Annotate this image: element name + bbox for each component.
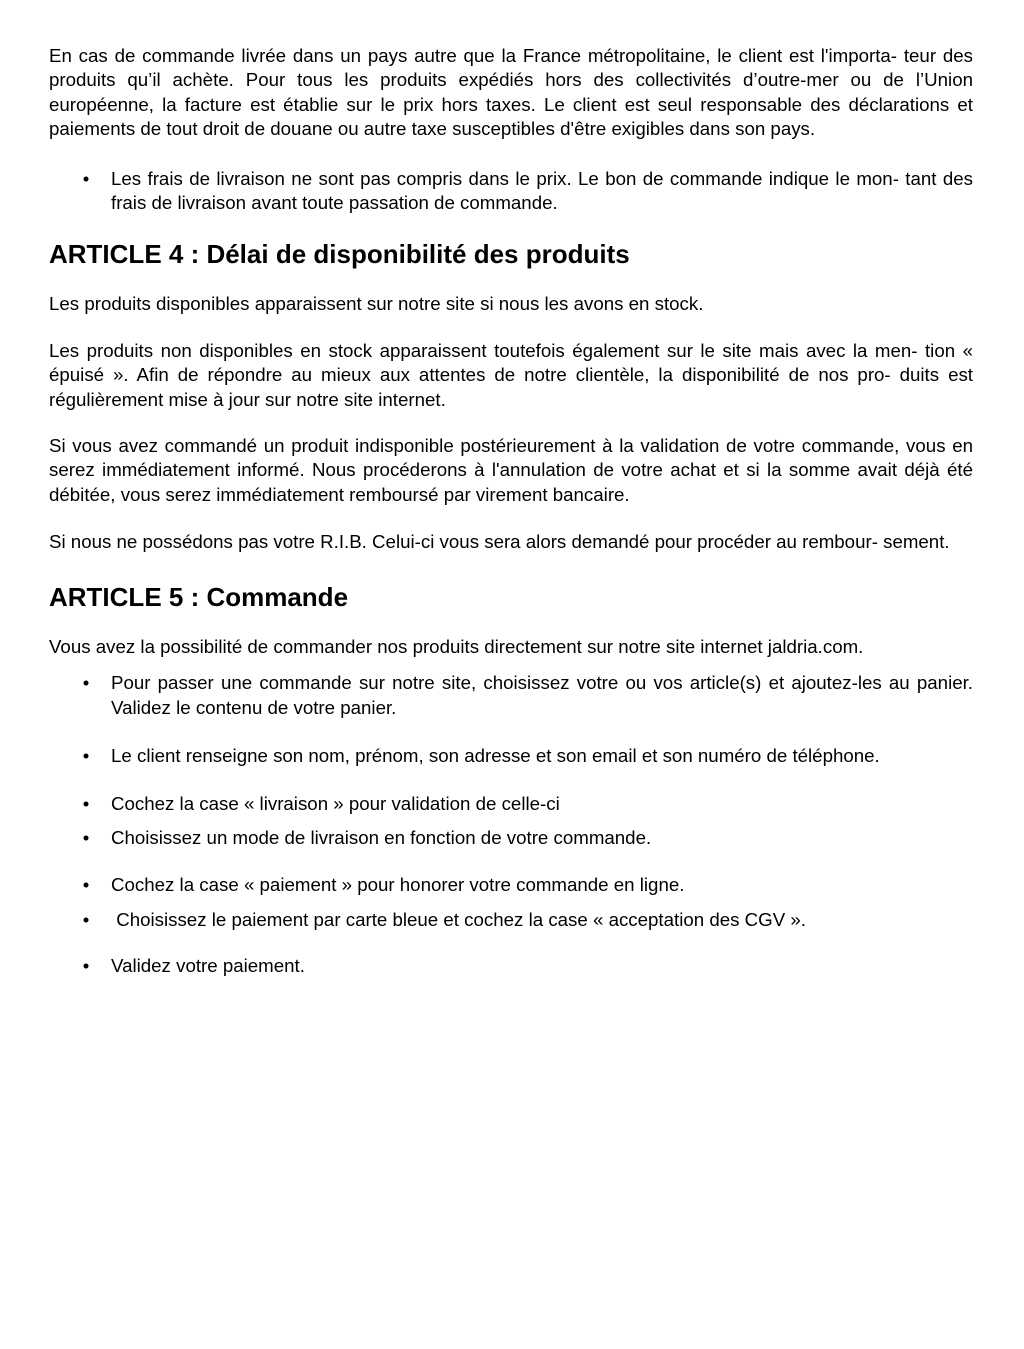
delivery-fees-list xyxy=(49,167,973,216)
list-item xyxy=(49,954,973,978)
document-page xyxy=(49,44,973,978)
article-4-paragraph-4: Si nous ne possédons pas votre R.I.B. Celui-ci vous sera alors demandé pour procéder au rembour- sement. xyxy=(49,531,950,553)
list-item-text: Validez votre paiement. xyxy=(111,954,305,976)
list-item-text: Cochez la case « paiement » pour honorer votre commande en ligne. xyxy=(111,874,685,896)
list-item-text: Les frais de livraison ne sont pas compris dans le prix. Le bon de commande indique le mon- tant des frais de livraison avant toute passation de commande. xyxy=(111,167,973,214)
bullet-icon: • xyxy=(82,744,90,766)
article-4-paragraph-1: Les produits disponibles apparaissent sur notre site si nous les avons en stock. xyxy=(49,293,704,315)
bullet-icon: • xyxy=(82,908,90,930)
intro-paragraph: En cas de commande livrée dans un pays autre que la France métropolitaine, le client est l'importa- teur des produits qu’il achète. Pour tous les produits expédiés hors des collectivités d’outre-mer ou de l’Union européenne, la facture est établie sur le prix hors taxes. Le client est seul responsable des déclarations et paiements de tout droit de douane ou autre taxe susceptibles d'être exigibles dans son pays. xyxy=(49,45,973,140)
article-5-heading: ARTICLE 5 : Commande xyxy=(49,581,349,612)
bullet-icon: • xyxy=(82,826,90,848)
list-item xyxy=(49,744,973,768)
article-5-intro: Vous avez la possibilité de commander nos produits directement sur notre site internet jaldria.com. xyxy=(49,635,864,657)
list-item-text: Choisissez le paiement par carte bleue et cochez la case « acceptation des CGV ». xyxy=(111,908,806,930)
list-item xyxy=(49,908,973,932)
bullet-icon: • xyxy=(82,672,90,694)
bullet-icon: • xyxy=(82,793,90,815)
order-steps-list xyxy=(49,671,973,978)
bullet-icon: • xyxy=(82,954,90,976)
list-item-text: Le client renseigne son nom, prénom, son adresse et son email et son numéro de téléphone. xyxy=(111,744,880,766)
list-item xyxy=(49,671,973,720)
list-item-text: Choisissez un mode de livraison en fonction de votre commande. xyxy=(111,826,652,848)
list-item xyxy=(49,167,973,216)
list-item xyxy=(49,792,973,816)
article-4-paragraph-3: Si vous avez commandé un produit indisponible postérieurement à la validation de votre commande, vous en serez immédiatement informé. Nous procéderons à l'annulation de votre achat et si la somme avait déjà été débitée, vous serez immédiatement remboursé par virement bancaire. xyxy=(49,435,973,505)
list-item xyxy=(49,873,973,897)
article-4-heading: ARTICLE 4 : Délai de disponibilité des produits xyxy=(49,239,630,270)
bullet-icon: • xyxy=(82,874,90,896)
article-4-paragraph-2: Les produits non disponibles en stock apparaissent toutefois également sur le site mais avec la men- tion « épuisé ». Afin de répondre au mieux aux attentes de notre clientèle, la disponibilité de nos pro- duits est régulièrement mise à jour sur notre site internet. xyxy=(49,339,973,410)
list-item xyxy=(49,826,973,850)
list-item-text: Cochez la case « livraison » pour validation de celle-ci xyxy=(111,793,560,815)
bullet-icon: • xyxy=(82,167,90,189)
list-item-text: Pour passer une commande sur notre site, choisissez votre ou vos article(s) et ajoutez-les au panier. Validez le contenu de votre panier. xyxy=(111,672,973,718)
